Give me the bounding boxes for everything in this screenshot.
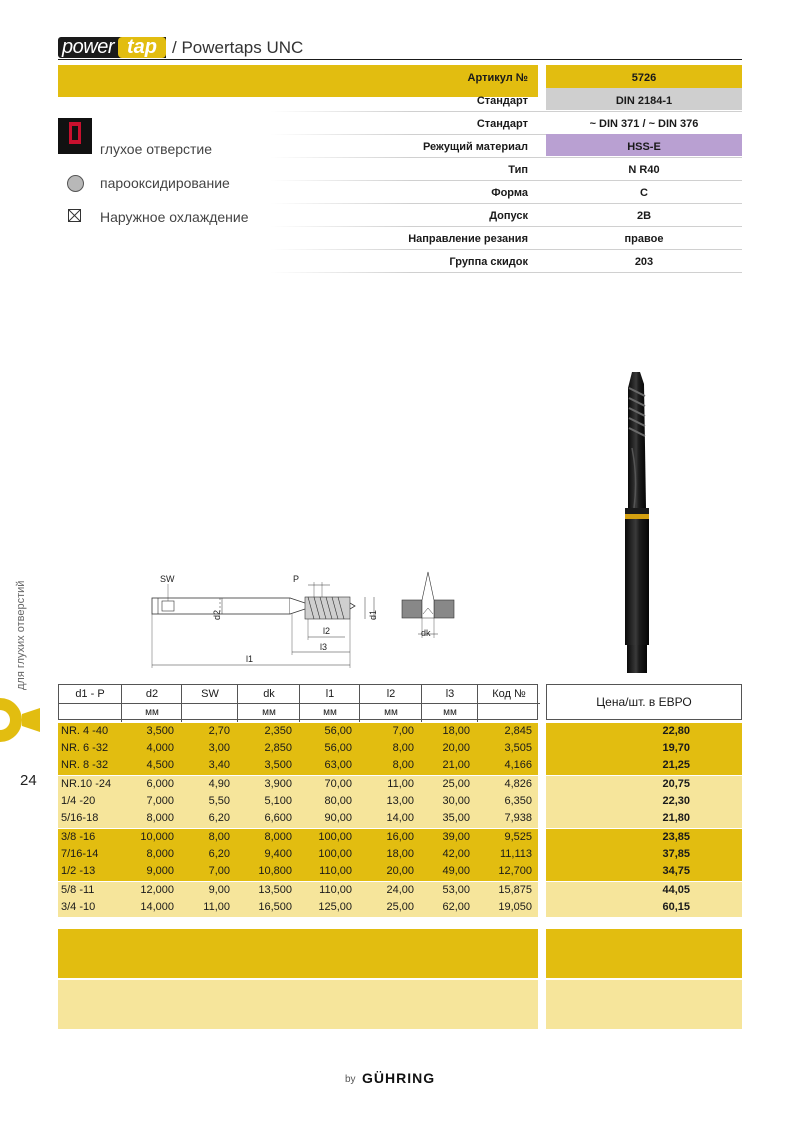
column-unit: мм bbox=[121, 703, 182, 722]
table-cell: NR.10 -24 bbox=[61, 778, 112, 790]
spec-label: Направление резания bbox=[408, 233, 528, 245]
table-cell: 6,600 bbox=[264, 812, 292, 824]
table-cell: 35,00 bbox=[442, 812, 470, 824]
column-unit bbox=[181, 703, 238, 722]
spec-value: N R40 bbox=[628, 164, 660, 176]
table-cell: 56,00 bbox=[324, 725, 352, 737]
dimension-table-header bbox=[58, 684, 538, 720]
table-cell: 12,700 bbox=[498, 865, 532, 877]
label-dk: dk bbox=[421, 628, 431, 638]
table-cell: 5,100 bbox=[264, 795, 292, 807]
spec-row-divider bbox=[270, 157, 742, 158]
spec-row-divider bbox=[270, 111, 742, 112]
table-cell: 3,505 bbox=[504, 742, 532, 754]
spec-label: Стандарт bbox=[476, 118, 528, 130]
label-sw: SW bbox=[160, 574, 175, 584]
column-unit: мм bbox=[299, 703, 360, 722]
table-cell: 5/8 -11 bbox=[61, 884, 95, 896]
price-cell: 19,70 bbox=[662, 742, 690, 754]
table-cell: 11,00 bbox=[203, 901, 230, 913]
table-cell: 4,500 bbox=[146, 759, 174, 771]
table-cell: 6,20 bbox=[208, 848, 230, 860]
tap-dimension-drawing bbox=[140, 570, 470, 675]
table-cell: 6,350 bbox=[504, 795, 532, 807]
column-unit: мм bbox=[359, 703, 422, 722]
guhring-logo: GÜHRING bbox=[362, 1070, 436, 1086]
table-cell: 15,875 bbox=[498, 884, 532, 896]
spec-value: ~ DIN 371 / ~ DIN 376 bbox=[589, 118, 699, 130]
label-d1: d1 bbox=[368, 609, 378, 620]
table-cell: 4,166 bbox=[504, 759, 532, 771]
column-header: Код № bbox=[477, 685, 540, 703]
table-cell: 3/4 -10 bbox=[61, 901, 96, 913]
table-cell: 62,00 bbox=[442, 901, 470, 913]
table-cell: 56,00 bbox=[324, 742, 352, 754]
logo-power-text: power bbox=[62, 36, 114, 58]
table-cell: 25,00 bbox=[386, 901, 414, 913]
label-l3: l3 bbox=[320, 642, 328, 652]
table-cell: 125,00 bbox=[318, 901, 352, 913]
table-cell: 2,850 bbox=[264, 742, 292, 754]
table-cell: 3,500 bbox=[264, 759, 292, 771]
table-cell: 16,00 bbox=[386, 831, 414, 843]
column-header: d1 - P bbox=[75, 688, 105, 700]
spec-label: Тип bbox=[508, 164, 528, 176]
spec-label: Допуск bbox=[489, 210, 528, 222]
column-unit bbox=[59, 703, 121, 722]
table-cell: 4,90 bbox=[208, 778, 230, 790]
spec-label: Режущий материал bbox=[422, 141, 528, 153]
empty-row-band bbox=[546, 980, 742, 1029]
column-unit: мм bbox=[237, 703, 300, 722]
price-cell: 44,05 bbox=[662, 884, 690, 896]
table-cell: 63,00 bbox=[324, 759, 352, 771]
column-unit bbox=[477, 703, 540, 722]
side-tab-emblem bbox=[0, 690, 50, 750]
price-cell: 23,85 bbox=[662, 831, 690, 843]
price-cell: 37,85 bbox=[662, 848, 690, 860]
table-cell: 9,000 bbox=[146, 865, 174, 877]
table-cell: 11,00 bbox=[387, 778, 414, 790]
spec-value: C bbox=[640, 187, 648, 199]
table-cell: 18,00 bbox=[386, 848, 414, 860]
column-unit: мм bbox=[421, 703, 478, 722]
table-cell: 3,500 bbox=[146, 725, 174, 737]
logo-tap-text: tap bbox=[118, 37, 166, 58]
spec-value: DIN 2184-1 bbox=[615, 95, 673, 107]
header-rule bbox=[58, 59, 742, 60]
table-cell: 8,000 bbox=[264, 831, 292, 843]
label-p: P bbox=[293, 574, 300, 584]
table-cell: 16,500 bbox=[258, 901, 292, 913]
table-cell: 3/8 -16 bbox=[61, 831, 96, 843]
side-tab-label: для глухих отверстий bbox=[15, 580, 27, 690]
table-cell: 5/16-18 bbox=[61, 812, 99, 824]
table-cell: 9,00 bbox=[208, 884, 230, 896]
powertap-logo bbox=[58, 37, 166, 58]
empty-row-band bbox=[546, 929, 742, 978]
table-cell: 42,00 bbox=[442, 848, 470, 860]
page-number: 24 bbox=[20, 772, 37, 789]
column-header: dk bbox=[237, 685, 300, 703]
table-cell: 19,050 bbox=[498, 901, 532, 913]
price-cell: 21,25 bbox=[662, 759, 690, 771]
table-cell: 20,00 bbox=[442, 742, 470, 754]
blind-hole-icon bbox=[58, 118, 92, 154]
table-cell: 3,00 bbox=[208, 742, 230, 754]
table-cell: 6,000 bbox=[146, 778, 174, 790]
table-cell: 8,000 bbox=[146, 848, 174, 860]
table-cell: 39,00 bbox=[442, 831, 470, 843]
table-cell: 9,400 bbox=[264, 848, 292, 860]
table-cell: NR. 6 -32 bbox=[61, 742, 109, 754]
external-cooling-icon bbox=[68, 209, 81, 222]
table-cell: 2,70 bbox=[208, 725, 230, 737]
table-cell: 12,000 bbox=[140, 884, 174, 896]
table-cell: 2,845 bbox=[504, 725, 532, 737]
blind-hole-label: глухое отверстие bbox=[100, 141, 213, 157]
table-cell: 7,938 bbox=[504, 812, 532, 824]
table-cell: 80,00 bbox=[324, 795, 352, 807]
table-cell: 10,800 bbox=[258, 865, 292, 877]
table-cell: 4,826 bbox=[504, 778, 532, 790]
tap-tool-image bbox=[596, 368, 676, 678]
label-l2: l2 bbox=[323, 626, 331, 636]
table-cell: 8,00 bbox=[392, 742, 414, 754]
table-cell: 6,20 bbox=[208, 812, 230, 824]
price-column-header: Цена/шт. в ЕВРО bbox=[546, 684, 742, 720]
table-cell: 1/2 -13 bbox=[61, 865, 96, 877]
spec-value: 5726 bbox=[631, 72, 657, 84]
spec-value: 203 bbox=[634, 256, 654, 268]
spec-row-divider bbox=[270, 180, 742, 181]
spec-label: Группа скидок bbox=[449, 256, 528, 268]
table-cell: 5,50 bbox=[208, 795, 230, 807]
spec-row-divider bbox=[270, 203, 742, 204]
table-cell: 70,00 bbox=[324, 778, 352, 790]
price-cell: 34,75 bbox=[662, 865, 690, 877]
table-cell: 30,00 bbox=[442, 795, 470, 807]
label-l1: l1 bbox=[246, 654, 254, 664]
price-cell: 60,15 bbox=[662, 901, 690, 913]
steam-oxide-label: парооксидирование bbox=[100, 175, 230, 191]
table-cell: 3,40 bbox=[208, 759, 230, 771]
table-cell: 3,900 bbox=[264, 778, 292, 790]
table-cell: 9,525 bbox=[504, 831, 532, 843]
table-cell: 8,00 bbox=[392, 759, 414, 771]
label-d2: d2 bbox=[212, 609, 222, 620]
table-cell: 110,00 bbox=[319, 884, 352, 896]
table-cell: 7/16-14 bbox=[61, 848, 99, 860]
column-header: l1 bbox=[299, 685, 360, 703]
table-cell: 24,00 bbox=[386, 884, 414, 896]
table-cell: 7,00 bbox=[208, 865, 230, 877]
table-cell: 110,00 bbox=[319, 865, 352, 877]
table-cell: 7,000 bbox=[146, 795, 174, 807]
table-cell: NR. 8 -32 bbox=[61, 759, 109, 771]
table-cell: 25,00 bbox=[442, 778, 470, 790]
table-cell: NR. 4 -40 bbox=[61, 725, 109, 737]
table-cell: 11,113 bbox=[499, 848, 532, 860]
price-cell: 21,80 bbox=[662, 812, 690, 824]
table-cell: 53,00 bbox=[442, 884, 470, 896]
spec-value: 2B bbox=[636, 210, 652, 222]
empty-row-band bbox=[58, 980, 538, 1029]
table-cell: 14,00 bbox=[386, 812, 414, 824]
price-cell: 22,80 bbox=[662, 725, 690, 737]
column-header: l3 bbox=[421, 685, 478, 703]
column-header: SW bbox=[181, 685, 238, 703]
price-cell: 22,30 bbox=[662, 795, 690, 807]
table-cell: 100,00 bbox=[318, 848, 352, 860]
empty-row-band bbox=[58, 929, 538, 978]
table-cell: 8,00 bbox=[208, 831, 230, 843]
spec-label: Форма bbox=[491, 187, 528, 199]
price-cell: 20,75 bbox=[662, 778, 690, 790]
table-cell: 10,000 bbox=[140, 831, 174, 843]
spec-value: HSS-E bbox=[627, 141, 661, 153]
table-cell: 90,00 bbox=[324, 812, 352, 824]
table-cell: 2,350 bbox=[264, 725, 292, 737]
column-header: d2 bbox=[121, 685, 182, 703]
page-title: / Powertaps UNC bbox=[172, 38, 304, 57]
spec-value: правое bbox=[624, 233, 664, 245]
table-cell: 21,00 bbox=[442, 759, 470, 771]
spec-row-divider bbox=[270, 249, 742, 250]
spec-row-divider bbox=[270, 226, 742, 227]
external-cooling-label: Наружное охлаждение bbox=[100, 209, 249, 225]
steam-oxide-icon bbox=[67, 175, 84, 192]
spec-label: Стандарт bbox=[476, 95, 528, 107]
table-cell: 20,00 bbox=[386, 865, 414, 877]
column-header: l2 bbox=[359, 685, 422, 703]
table-cell: 4,000 bbox=[146, 742, 174, 754]
table-cell: 18,00 bbox=[442, 725, 470, 737]
table-cell: 13,00 bbox=[386, 795, 414, 807]
table-cell: 100,00 bbox=[318, 831, 352, 843]
table-cell: 13,500 bbox=[258, 884, 292, 896]
table-cell: 7,00 bbox=[392, 725, 414, 737]
spec-label: Артикул № bbox=[467, 72, 528, 84]
table-cell: 14,000 bbox=[140, 901, 174, 913]
table-cell: 8,000 bbox=[146, 812, 174, 824]
table-cell: 49,00 bbox=[442, 865, 470, 877]
table-cell: 1/4 -20 bbox=[61, 795, 96, 807]
footer-by: by bbox=[345, 1074, 356, 1085]
spec-row-divider bbox=[270, 272, 742, 273]
